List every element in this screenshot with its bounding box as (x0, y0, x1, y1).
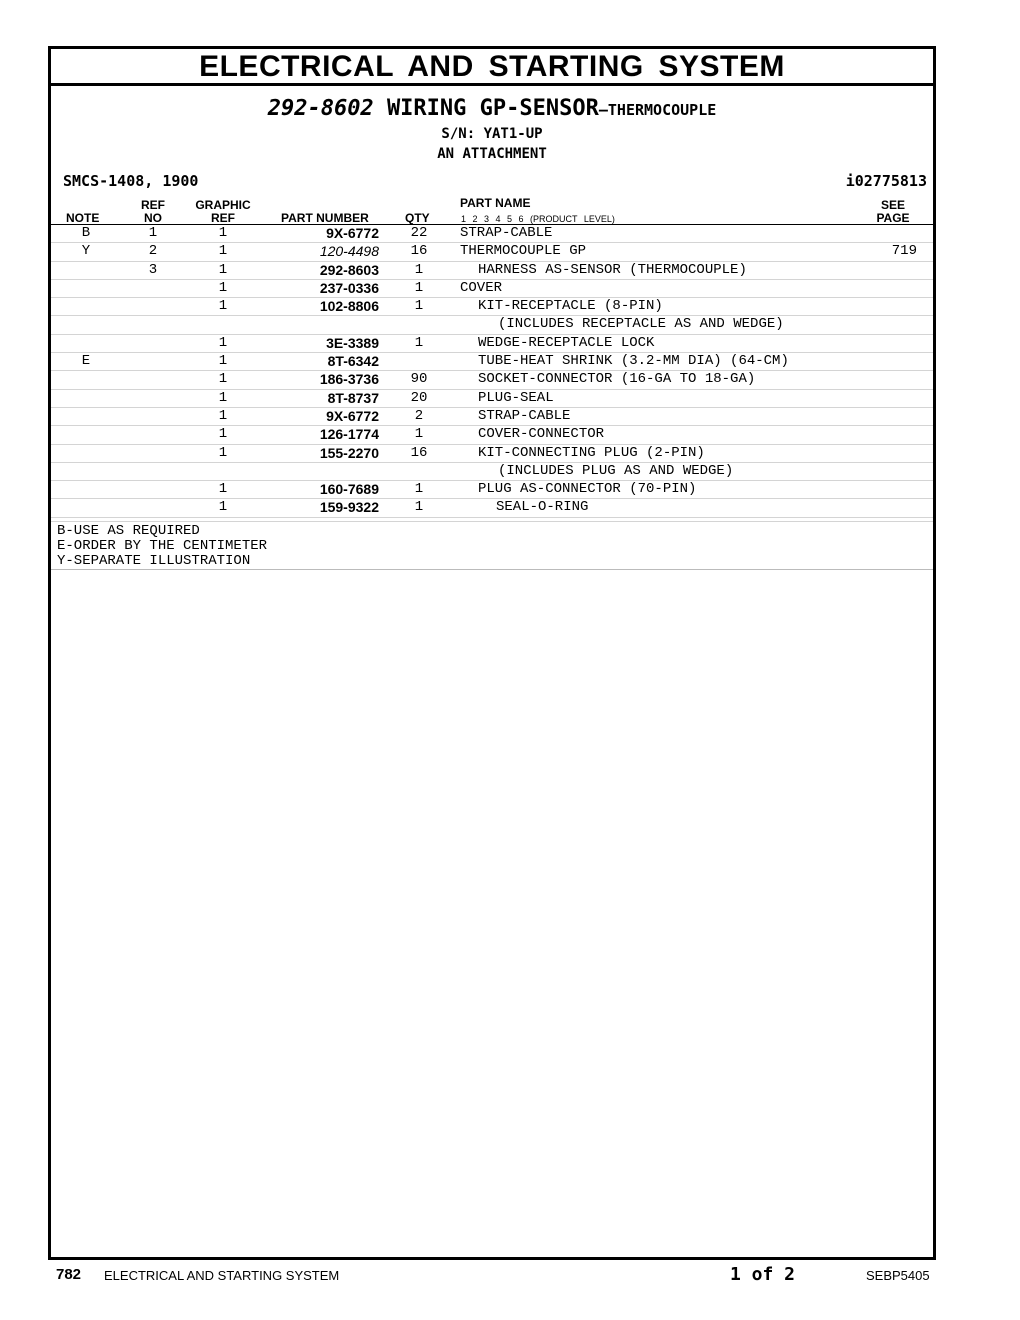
part-name-cell: PLUG AS-CONNECTOR (70-PIN) (478, 481, 697, 498)
part-name-cell: (INCLUDES RECEPTACLE AS AND WEDGE) (498, 316, 784, 333)
part-number-cell: 126-1774 (319, 426, 379, 443)
parts-table (51, 225, 933, 518)
part-number-cell: 3E-3389 (326, 334, 379, 351)
graphic-ref-cell: 1 (218, 261, 228, 278)
qty-cell: 2 (414, 407, 424, 424)
illustration-id: i02775813 (845, 172, 927, 190)
serial-number: S/N: YAT1-UP (441, 126, 543, 142)
group-title (51, 96, 933, 121)
graphic-ref-cell: 1 (218, 279, 228, 296)
header-note: NOTE (66, 211, 100, 225)
notes-section (51, 521, 933, 570)
table-row (51, 481, 933, 499)
graphic-ref-cell: 1 (218, 298, 228, 315)
ref-no-cell: 3 (148, 261, 158, 278)
header-graphic-top: GRAPHIC (195, 198, 251, 212)
part-name-cell: (INCLUDES PLUG AS AND WEDGE) (498, 462, 734, 479)
graphic-ref-cell: 1 (218, 225, 228, 241)
header-graphic-bottom: REF (211, 211, 235, 225)
graphic-ref-cell: 1 (218, 481, 228, 498)
table-row (51, 243, 933, 261)
part-number-cell: 8T-8737 (327, 389, 379, 406)
part-number-cell: 120-4498 (319, 243, 379, 260)
part-number-cell: 186-3736 (319, 371, 379, 388)
note-cell: Y (81, 243, 91, 260)
footer-section: ELECTRICAL AND STARTING SYSTEM (104, 1268, 340, 1283)
graphic-ref-cell: 1 (218, 353, 228, 370)
table-row (51, 371, 933, 389)
qty-cell: 16 (410, 243, 428, 260)
table-row (51, 426, 933, 444)
qty-cell: 1 (414, 481, 424, 498)
column-headers (51, 194, 933, 225)
part-name-cell: COVER-CONNECTOR (478, 426, 605, 443)
table-row (51, 445, 933, 463)
part-number-cell: 155-2270 (319, 444, 379, 461)
part-name-cell: KIT-RECEPTACLE (8-PIN) (478, 298, 663, 315)
group-part-number: 292-8602 (267, 96, 374, 121)
table-row (51, 390, 933, 408)
note-line: E-ORDER BY THE CENTIMETER (57, 538, 268, 554)
table-row (51, 225, 933, 243)
table-row (51, 280, 933, 298)
table-row (51, 316, 933, 334)
qty-cell: 1 (414, 298, 424, 315)
qty-cell: 16 (410, 444, 428, 461)
note-line: Y-SEPARATE ILLUSTRATION (57, 553, 251, 569)
part-name-cell: SEAL-O-RING (496, 499, 589, 516)
graphic-ref-cell: 1 (218, 371, 228, 388)
graphic-ref-cell: 1 (218, 389, 228, 406)
table-row (51, 463, 933, 481)
part-name-cell: PLUG-SEAL (478, 389, 554, 406)
qty-cell: 22 (410, 225, 428, 241)
header-ref-top: REF (141, 198, 165, 212)
group-subname: —THERMOCOUPLE (598, 101, 717, 119)
header-product-levels: 1 2 3 4 5 6 (PRODUCT LEVEL) (461, 214, 615, 224)
footer-page-number: 782 (56, 1266, 82, 1283)
ref-no-cell: 2 (148, 243, 158, 260)
header-see-bottom: PAGE (876, 211, 910, 225)
note-cell: E (81, 353, 91, 370)
header (51, 86, 933, 190)
document-frame (48, 46, 936, 1260)
group-name: WIRING GP-SENSOR (386, 96, 599, 121)
footer-page-count: 1 of 2 (730, 1264, 796, 1285)
header-part-number: PART NUMBER (281, 211, 369, 225)
table-row (51, 408, 933, 426)
table-row (51, 298, 933, 316)
qty-cell: 1 (414, 499, 424, 516)
header-ref-bottom: NO (144, 211, 162, 225)
page-title: ELECTRICAL AND STARTING SYSTEM (51, 49, 933, 86)
part-name-cell: TUBE-HEAT SHRINK (3.2-MM DIA) (64-CM) (478, 353, 789, 370)
header-see-top: SEE (880, 198, 905, 212)
graphic-ref-cell: 1 (218, 499, 228, 516)
part-name-cell: STRAP-CABLE (478, 407, 571, 424)
part-name-cell: COVER (460, 279, 503, 296)
part-name-cell: SOCKET-CONNECTOR (16-GA TO 18-GA) (478, 371, 756, 388)
note-cell: B (81, 225, 91, 241)
table-row (51, 262, 933, 280)
ref-no-cell: 1 (148, 225, 158, 241)
part-number-cell: 160-7689 (319, 481, 379, 498)
part-number-cell: 9X-6772 (326, 407, 379, 424)
part-number-cell: 159-9322 (319, 499, 379, 516)
qty-cell: 20 (410, 389, 428, 406)
graphic-ref-cell: 1 (218, 444, 228, 461)
qty-cell: 1 (414, 426, 424, 443)
qty-cell: 90 (410, 371, 428, 388)
part-number-cell: 9X-6772 (326, 225, 379, 241)
part-number-cell: 8T-6342 (327, 353, 379, 370)
table-row (51, 335, 933, 353)
part-number-cell: 102-8806 (319, 298, 379, 315)
table-row (51, 499, 933, 517)
part-name-cell: THERMOCOUPLE GP (460, 243, 587, 260)
graphic-ref-cell: 1 (218, 334, 228, 351)
see-page-cell: 719 (891, 243, 917, 260)
part-name-cell: STRAP-CABLE (460, 225, 553, 241)
header-qty: QTY (405, 211, 430, 225)
attachment-label: AN ATTACHMENT (437, 146, 547, 162)
footer (0, 1262, 1020, 1292)
header-part-name: PART NAME (460, 196, 531, 210)
qty-cell: 1 (414, 279, 424, 296)
part-name-cell: HARNESS AS-SENSOR (THERMOCOUPLE) (478, 261, 747, 278)
graphic-ref-cell: 1 (218, 426, 228, 443)
qty-cell: 1 (414, 261, 424, 278)
table-row (51, 353, 933, 371)
part-number-cell: 292-8603 (319, 261, 379, 278)
part-name-cell: WEDGE-RECEPTACLE LOCK (478, 334, 655, 351)
part-number-cell: 237-0336 (319, 279, 379, 296)
graphic-ref-cell: 1 (218, 407, 228, 424)
graphic-ref-cell: 1 (218, 243, 228, 260)
qty-cell: 1 (414, 334, 424, 351)
note-line: B-USE AS REQUIRED (57, 523, 200, 539)
footer-doc-id: SEBP5405 (866, 1268, 930, 1283)
part-name-cell: KIT-CONNECTING PLUG (2-PIN) (478, 444, 705, 461)
smcs-code: SMCS-1408, 1900 (63, 172, 199, 190)
